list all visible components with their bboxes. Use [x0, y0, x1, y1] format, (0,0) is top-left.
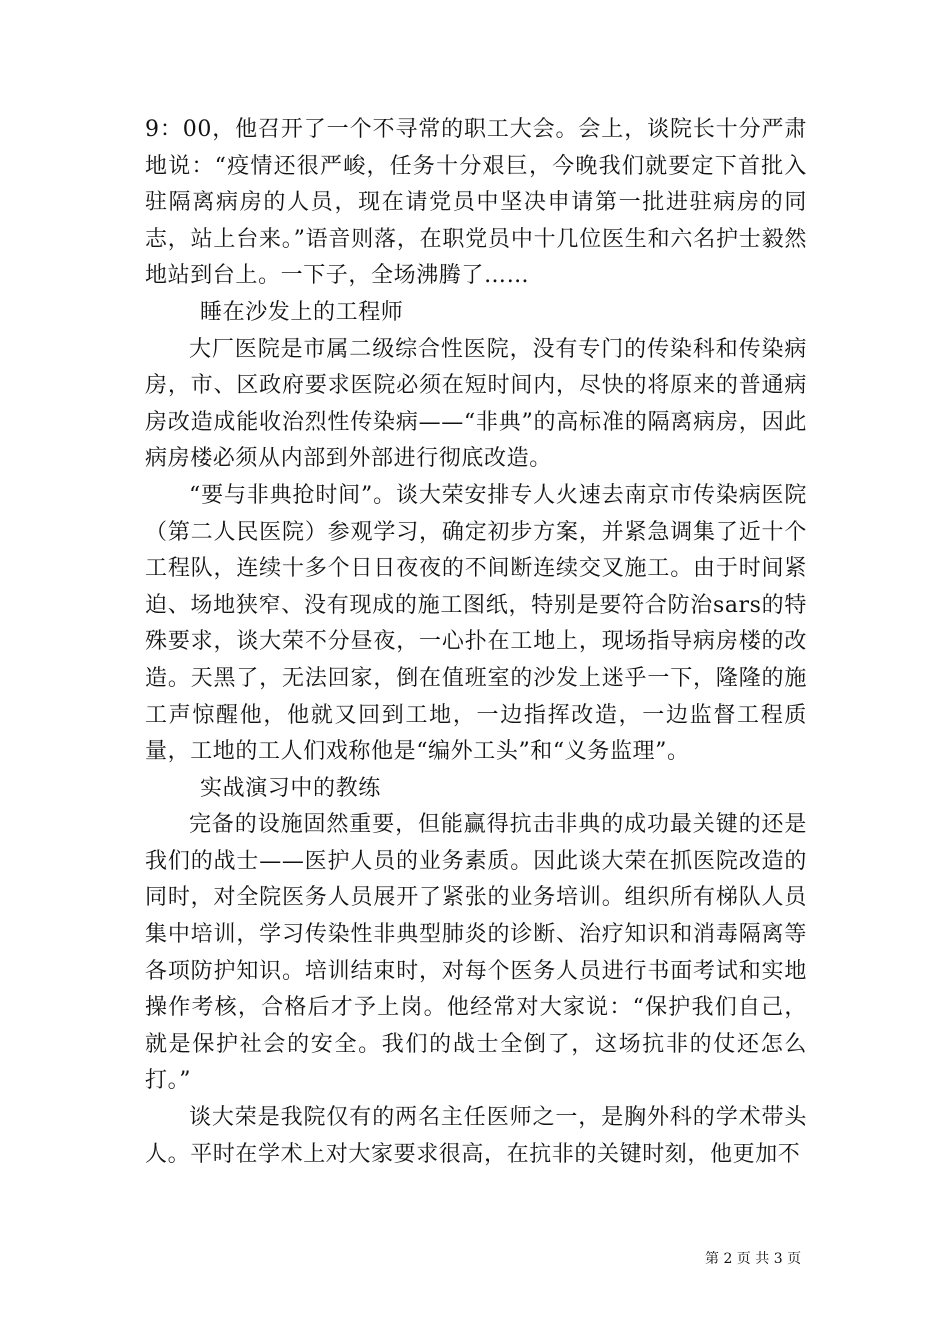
section-heading-coach: 实战演习中的教练: [200, 775, 381, 801]
paragraph-chief-physician: 谈大荣是我院仅有的两名主任医师之一，是胸外科的学术带头人。平时在学术上对大家要求很高，在抗非的关键时刻，他更加不: [145, 1105, 807, 1167]
paragraph-continuation: 9：00，他召开了一个不寻常的职工大会。会上，谈院长十分严肃地说：“疫情还很严峻，任务十分艰巨，今晚我们就要定下首批入驻隔离病房的人员，现在请党员中坚决申请第一批进驻病房的同志，站上台来。”语音则落，在职党员中十几位医生和六名护士毅然地站到台上。一下子，全场沸腾了……: [145, 117, 807, 289]
paragraph-race-against-sars: “要与非典抢时间”。谈大荣安排专人火速去南京市传染病医院（第二人民医院）参观学习，确定初步方案，并紧急调集了近十个工程队，连续十多个日日夜夜的不间断连续交叉施工。由于时间紧迫、场地狭窄、没有现成的施工图纸，特别是要符合防治sars的特殊要求，谈大荣不分昼夜，一心扑在工地上，现场指导病房楼的改造。天黑了，无法回家，倒在值班室的沙发上迷乎一下，隆隆的施工声惊醒他，他就又回到工地，一边指挥改造，一边监督工程质量，工地的工人们戏称他是“编外工头”和“义务监理”。: [145, 482, 807, 765]
section-heading-engineer: 睡在沙发上的工程师: [200, 299, 404, 325]
paragraph-staff-training: 完备的设施固然重要，但能赢得抗击非典的成功最关键的还是我们的战士——医护人员的业务素质。因此谈大荣在抓医院改造的同时，对全院医务人员展开了紧张的业务培训。组织所有梯队人员集中培训，学习传染性非典型肺炎的诊断、治疗知识和消毒隔离等各项防护知识。培训结束时，对每个医务人员进行书面考试和实地操作考核，合格后才予上岗。他经常对大家说：“保护我们自己，就是保护社会的安全。我们的战士全倒了，这场抗非的仗还怎么打。”: [145, 812, 807, 1094]
page-number-footer: 第 2 页 共 3 页: [705, 1251, 802, 1267]
paragraph-hospital-renovation: 大厂医院是市属二级综合性医院，没有专门的传染科和传染病房，市、区政府要求医院必须在短时间内，尽快的将原来的普通病房改造成能收治烈性传染病——“非典”的高标准的隔离病房，因此病房楼必须从内部到外部进行彻底改造。: [145, 336, 807, 472]
document-body: [145, 112, 807, 1173]
